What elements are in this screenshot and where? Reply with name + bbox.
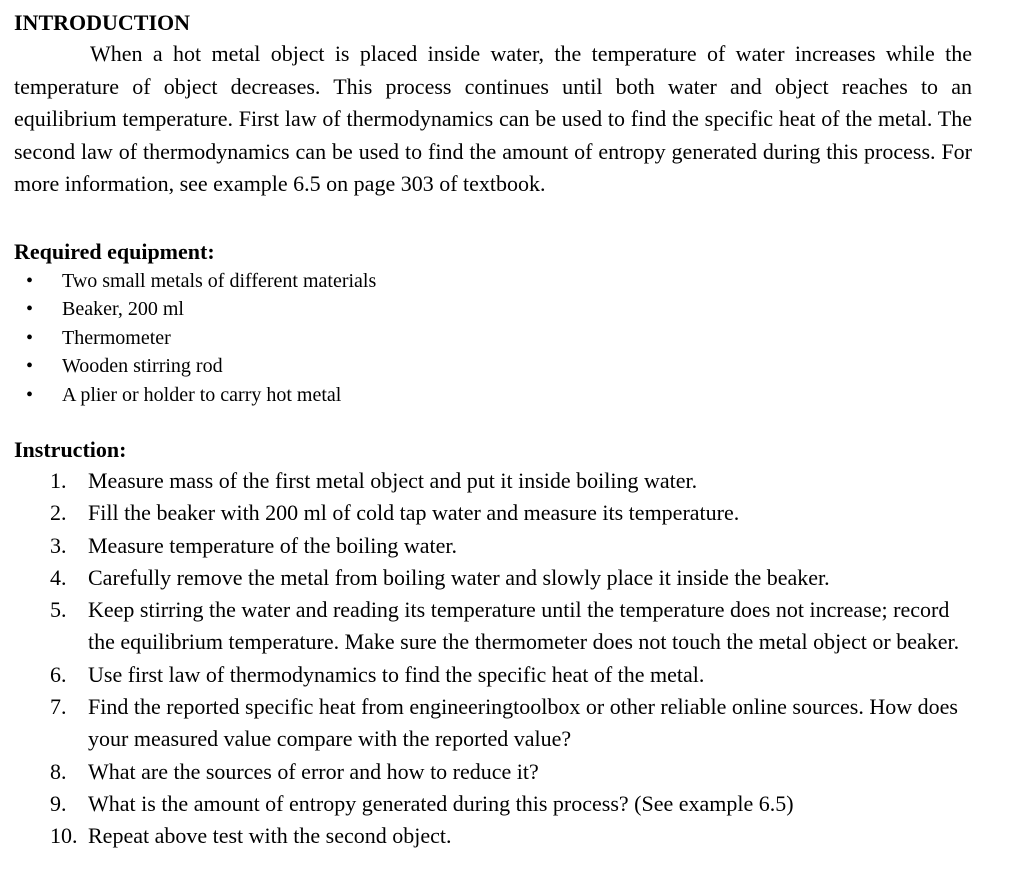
equipment-item-label: Two small metals of different materials [62,269,377,292]
section-heading-introduction: INTRODUCTION [14,10,191,35]
step-number: 8. [50,758,67,784]
step-number: 9. [50,790,67,816]
step-text: Repeat above test with the second object. [88,823,452,849]
bullet-icon: • [26,269,34,292]
equipment-list [14,267,1004,410]
step-item [14,530,968,562]
step-text: Find the reported specific heat from engineeringtoolbox or other reliable online sources. How does your measured value compare with the reported value? [88,694,958,752]
list-item [14,352,1004,381]
step-text: Carefully remove the metal from boiling water and slowly place it inside the beaker. [88,564,830,590]
step-item [14,465,968,497]
step-item [14,691,968,756]
step-item [14,562,968,594]
step-item [14,497,968,529]
bullet-icon: • [26,298,34,320]
step-number: 7. [50,694,67,720]
step-text: Measure mass of the first metal object and put it inside boiling water. [88,468,698,493]
step-number: 5. [50,597,67,623]
step-item [14,659,968,691]
instruction-title: Instruction: [14,437,127,462]
instruction-steps [14,465,1004,853]
step-number: 6. [50,661,67,687]
step-number: 4. [50,564,67,590]
bullet-icon: • [26,355,34,377]
equipment-item-label: Beaker, 200 ml [62,298,184,320]
bullet-icon: • [26,383,34,406]
step-text: Measure temperature of the boiling water. [88,532,457,558]
bullet-icon: • [26,326,34,349]
list-item [14,267,1004,296]
step-item [14,756,968,788]
equipment-item-label: Wooden stirring rod [62,355,223,377]
list-item [14,295,1004,324]
step-number: 10. [50,823,78,849]
document [14,8,1004,853]
step-text: Fill the beaker with 200 ml of cold tap water and measure its temperature. [88,500,740,526]
equipment-item-label: Thermometer [62,326,171,349]
equipment-item-label: A plier or holder to carry hot metal [62,383,342,406]
step-text: Keep stirring the water and reading its temperature until the temperature does not increase; record the equilibrium temperature. Make sure the thermometer does not touch the metal object or beaker. [88,597,960,655]
step-text: Use first law of thermodynamics to find the specific heat of the metal. [88,661,705,687]
intro-paragraph: When a hot metal object is placed inside water, the temperature of water increases while the temperature of object decreases. This process continues until both water and object reaches to an equilibrium temperature. First law of thermodynamics can be used to find the specific heat of the metal. The second law of thermodynamics can be used to find the amount of entropy generated during this process. For more information, see example 6.5 on page 303 of textbook. [14,41,972,196]
step-item [14,788,968,820]
step-text: What are the sources of error and how to reduce it? [88,758,539,784]
list-item [14,381,1004,410]
equipment-title: Required equipment: [14,238,215,264]
step-number: 3. [50,532,67,558]
list-item [14,324,1004,353]
step-item [14,594,968,659]
step-text: What is the amount of entropy generated during this process? (See example 6.5) [88,790,794,816]
step-item [14,820,968,852]
step-number: 1. [50,468,67,493]
step-number: 2. [50,500,67,526]
